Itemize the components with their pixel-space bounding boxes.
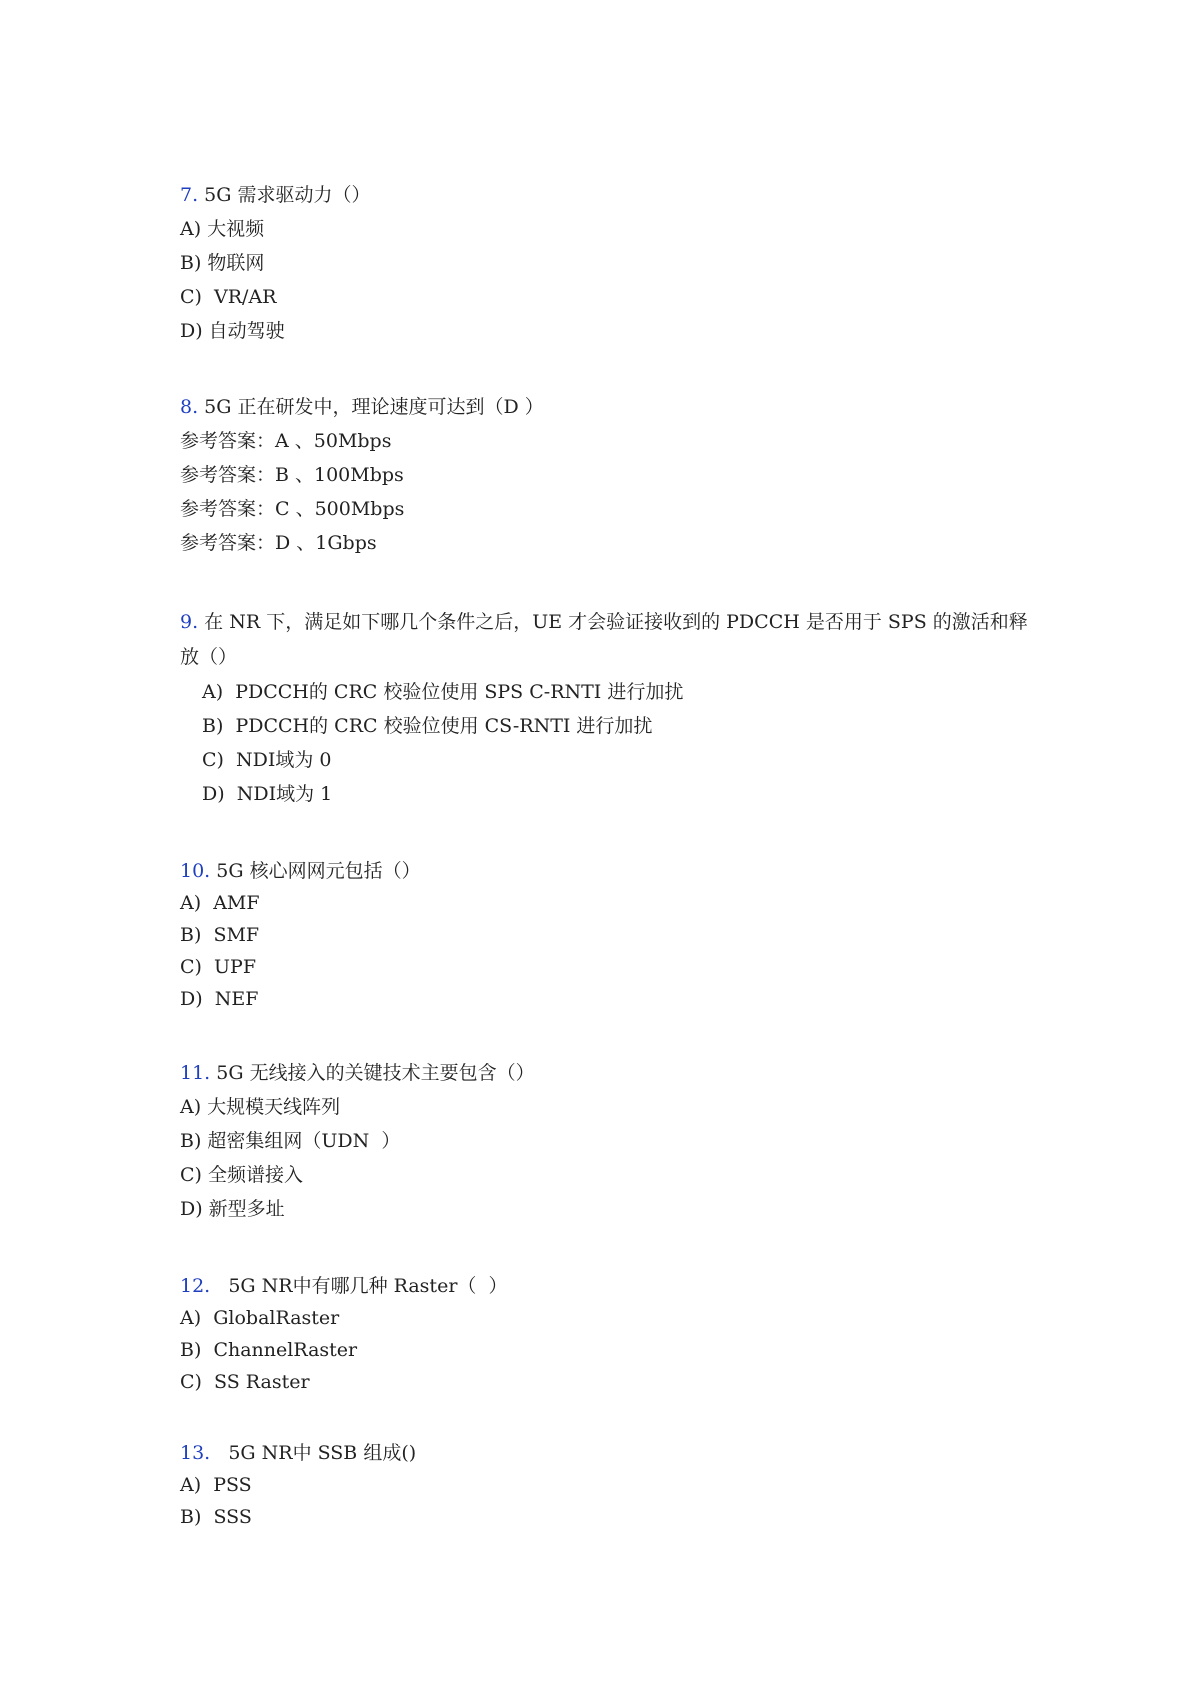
question-stem [180, 178, 1060, 212]
option-d: D) 自动驾驶 [180, 320, 285, 342]
option-b: B) SSS [180, 1506, 252, 1528]
option-d: 参考答案：D 、1Gbps [180, 532, 377, 554]
option-c: C) NDI域为 0 [202, 749, 332, 771]
question-9 [180, 605, 1060, 811]
option-b: B) ChannelRaster [180, 1339, 358, 1361]
question-text: 5G NR中有哪几种 Raster（ ） [210, 1275, 508, 1297]
question-stem [180, 1437, 1060, 1469]
question-number: 9. [180, 611, 199, 633]
option-d: D) NEF [180, 988, 259, 1010]
question-13 [180, 1437, 1060, 1533]
question-text: 5G 需求驱动力（） [198, 184, 371, 206]
option-a: A) AMF [180, 892, 260, 914]
option-d: D) NDI域为 1 [202, 783, 333, 805]
question-text: 5G NR中 SSB 组成() [210, 1442, 417, 1464]
option-a: 参考答案：A 、50Mbps [180, 430, 392, 452]
question-number: 10. [180, 860, 211, 882]
question-10 [180, 855, 1060, 1015]
question-11 [180, 1056, 1060, 1226]
question-number: 11. [180, 1062, 211, 1084]
question-12 [180, 1270, 1060, 1398]
option-b: B) SMF [180, 924, 260, 946]
question-text: 5G 正在研发中，理论速度可达到（D ） [198, 396, 544, 418]
question-8 [180, 390, 1060, 560]
option-b: 参考答案：B 、100Mbps [180, 464, 404, 486]
option-a: A) GlobalRaster [180, 1307, 340, 1329]
option-c: C) UPF [180, 956, 257, 978]
question-text: 5G 核心网网元包括（） [210, 860, 421, 882]
option-a: A) PSS [180, 1474, 252, 1496]
question-number: 8. [180, 396, 199, 418]
option-c: C) 全频谱接入 [180, 1164, 303, 1186]
option-b: B) 物联网 [180, 252, 265, 274]
option-a: A) 大视频 [180, 218, 265, 240]
option-b: B) PDCCH的 CRC 校验位使用 CS-RNTI 进行加扰 [202, 715, 653, 737]
option-c: C) SS Raster [180, 1371, 310, 1393]
question-stem [180, 855, 1060, 887]
question-text: 在 NR 下，满足如下哪几个条件之后，UE 才会验证接收到的 PDCCH 是否用于 SPS 的激活和释放（） [180, 611, 1028, 668]
question-text: 5G 无线接入的关键技术主要包含（） [210, 1062, 535, 1084]
option-c: 参考答案：C 、500Mbps [180, 498, 405, 520]
option-d: D) 新型多址 [180, 1198, 285, 1220]
question-stem [180, 1270, 1060, 1302]
question-7 [180, 178, 1060, 348]
option-c: C) VR/AR [180, 286, 277, 308]
question-number: 12. [180, 1275, 211, 1297]
question-stem [180, 1056, 1060, 1090]
question-number: 7. [180, 184, 199, 206]
question-number: 13. [180, 1442, 211, 1464]
option-b: B) 超密集组网（UDN ） [180, 1130, 401, 1152]
question-stem [180, 390, 1060, 424]
option-a: A) 大规模天线阵列 [180, 1096, 341, 1118]
question-stem [180, 605, 1040, 675]
option-a: A) PDCCH的 CRC 校验位使用 SPS C-RNTI 进行加扰 [202, 681, 684, 703]
